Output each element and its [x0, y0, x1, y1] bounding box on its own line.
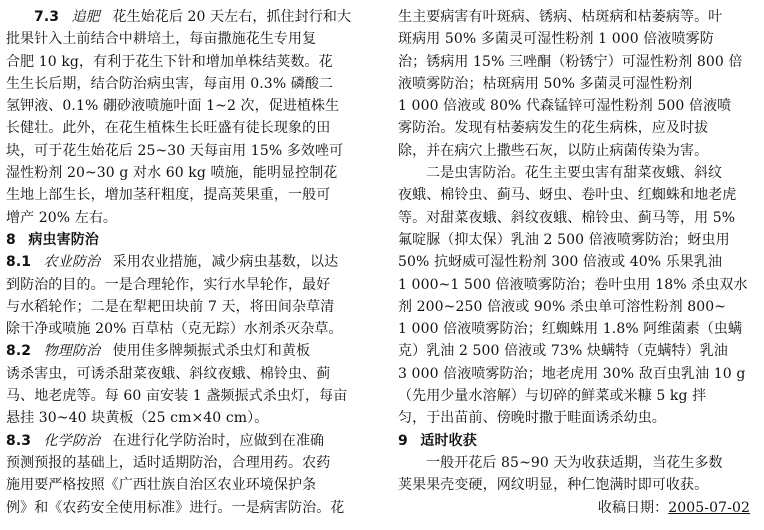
paragraph-line: 施用要严格按照《广西壮族自治区农业环境保护条: [6, 477, 317, 494]
paragraph-line: 诱杀害虫，可诱杀甜菜夜蛾、斜纹夜蛾、棉铃虫、蓟: [6, 365, 331, 382]
paragraph-line: 1 000 倍液喷雾防治；红蜘蛛用 1.8% 阿维菌素（虫螨: [398, 321, 742, 338]
paragraph-line: 液喷雾防治；枯斑病用 50% 多菌灵可湿性粉剂: [398, 75, 693, 92]
section-8-heading: [6, 229, 364, 251]
section-8-2-heading-line: [6, 340, 364, 362]
paragraph-line: 氟啶脲（抑太保）乳油 2 500 倍液喷雾防治；蚜虫用: [398, 231, 730, 248]
section-number: 8.3: [6, 432, 32, 449]
section-9-heading: [398, 430, 756, 452]
paragraph-text: 在进行化学防治时，应做到在准确: [112, 432, 325, 449]
paragraph-line: 马、地老虎等。每 60 亩安装 1 盏频振式杀虫灯，每亩: [6, 388, 348, 405]
paragraph-line: 等。对甜菜夜蛾、斜纹夜蛾、棉铃虫、蓟马等，用 5%: [398, 209, 736, 226]
paragraph-line: 1 000 倍液或 80% 代森锰锌可湿性粉剂 500 倍液喷: [398, 98, 732, 115]
paragraph-line: 1 000~1 500 倍液喷雾防治；卷叶虫用 18% 杀虫双水: [398, 276, 748, 293]
received-date: 2005-07-02: [668, 499, 750, 516]
paragraph-text: 使用佳多牌频振式杀虫灯和黄板: [112, 343, 311, 360]
paragraph-line: 块，可于花生始花后 25~30 天每亩用 15% 多效唑可: [6, 142, 344, 159]
section-number: 8.2: [6, 343, 32, 360]
paragraph-line: 除干净或喷施 20% 百草枯（克无踪）水剂杀灭杂草。: [6, 321, 343, 338]
paragraph-text: 采用农业措施，减少病虫基数，以达: [112, 254, 339, 271]
section-title: 追肥: [71, 9, 100, 25]
paragraph-line: 与水稻轮作；二是在犁耙田块前 7 天，将田间杂草清: [6, 298, 335, 315]
paragraph-line: 湿性粉剂 20~30 g 对水 60 kg 喷施，能明显控制花: [6, 165, 338, 182]
paragraph-line: 除，并在病穴上撒些石灰，以防止病菌传染为害。: [398, 142, 709, 159]
paragraph-line: 合肥 10 kg，有利于花生下针和增加单株结荚数。花: [6, 53, 333, 70]
section-8-3-heading-line: [6, 430, 364, 452]
paragraph-line: 到防治的目的。一是合理轮作，实行水旱轮作，最好: [6, 276, 331, 293]
paragraph-line: 生生长后期，结合防治病虫害，每亩用 0.3% 磷酸二: [6, 75, 334, 92]
received-label: 收稿日期：: [597, 499, 669, 516]
paragraph-line: 50% 抗蚜威可湿性粉剂 300 倍液或 40% 乐果乳油: [398, 254, 723, 271]
section-title: 农业防治: [43, 254, 101, 271]
paragraph-line: 批果针入土前结合中耕培土，每亩撒施花生专用复: [6, 31, 317, 48]
received-date-line: [398, 497, 756, 519]
paragraph-line: 治；锈病用 15% 三唑酮（粉锈宁）可湿性粉剂 800 倍: [398, 53, 743, 70]
paragraph-line: 荚果果壳变硬，网纹明显，种仁饱满时即可收获。: [398, 477, 709, 494]
paragraph-line: 增产 20% 左右。: [6, 209, 118, 226]
paragraph-line: 雾防治。发现有枯萎病发生的花生病株，应及时拔: [398, 120, 709, 137]
paragraph-line: 例》和《农药安全使用标准》进行。一是病害防治。花: [6, 499, 345, 516]
paragraph-line: 生主要病害有叶斑病、锈病、枯斑病和枯萎病等。叶: [398, 9, 723, 25]
section-title: 物理防治: [43, 343, 101, 360]
paragraph-line: （先用少量水溶解）与切碎的鲜菜或米糠 5 kg 拌: [398, 388, 707, 405]
paragraph-line: 悬挂 30~40 块黄板（25 cm×40 cm）。: [6, 410, 269, 427]
section-number: 8: [6, 231, 16, 248]
paragraph-line: 匀，于出苗前、傍晚时撒于畦面诱杀幼虫。: [398, 410, 666, 427]
paragraph-line: 克）乳油 2 500 倍液或 73% 炔螨特（克螨特）乳油: [398, 343, 728, 360]
paragraph-text: 花生始花后 20 天左右，抓住封行和大: [112, 9, 352, 25]
left-column: [6, 6, 364, 519]
paragraph-line: 预测预报的基础上，适时适期防治，合理用药。农药: [6, 454, 331, 471]
paragraph-line: 氢钾液、0.1% 硼砂液喷施叶面 1~2 次，促进植株生: [6, 98, 340, 115]
paragraph-line: 斑病用 50% 多菌灵可湿性粉剂 1 000 倍液喷雾防: [398, 31, 714, 48]
section-8-1-heading-line: [6, 251, 364, 273]
section-number: 7.3: [34, 9, 60, 25]
paragraph-line: 长健壮。此外，在花生植株生长旺盛有徒长现象的田: [6, 120, 331, 137]
section-title: 适时收获: [420, 432, 477, 449]
section-7-3-heading-line: [6, 6, 364, 28]
section-number: 8.1: [6, 254, 32, 271]
paragraph-line: 剂 200~250 倍液或 90% 杀虫单可溶性粉剂 800~: [398, 298, 727, 315]
section-title: 化学防治: [43, 432, 101, 449]
paragraph-line-pest-start: 二是虫害防治。花生主要虫害有甜菜夜蛾、斜纹: [426, 165, 723, 182]
paragraph-line: 夜蛾、棉铃虫、蓟马、蚜虫、卷叶虫、红蜘蛛和地老虎: [398, 187, 737, 204]
section-title: 病虫害防治: [28, 231, 99, 248]
right-column: [398, 6, 756, 519]
section-number: 9: [398, 432, 408, 449]
paragraph-line: 3 000 倍液喷雾防治；地老虎用 30% 敌百虫乳油 10 g: [398, 365, 746, 382]
paragraph-line: 生地上部生长，增加茎秆粗度，提高荚果重，一般可: [6, 187, 331, 204]
paragraph-line: 一般开花后 85~90 天为收获适期，当花生多数: [426, 454, 723, 471]
